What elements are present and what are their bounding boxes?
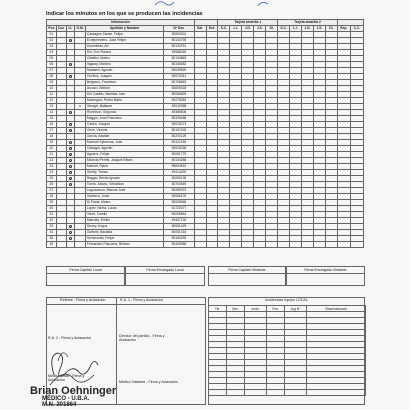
incidencias-table	[208, 305, 366, 396]
column-header: Pos	[48, 26, 55, 30]
referee-label: Referee - Firma y Aclaración	[60, 298, 106, 302]
pos-cell: 22	[47, 158, 57, 164]
incidencias-column-header: Pos.	[267, 306, 285, 312]
blank-cell	[302, 242, 314, 248]
circle-mark-icon	[69, 111, 72, 114]
circle-mark-icon	[69, 165, 72, 168]
player-name-cell: Guffanti, Bautista	[86, 230, 164, 236]
doc-cell: 50061779	[164, 152, 194, 158]
doc-cell: 50121136	[164, 140, 194, 146]
player-name-cell: Calcagni, Agustin	[86, 146, 164, 152]
doc-cell: 50134761	[164, 44, 194, 50]
pos-cell: 20	[47, 146, 57, 152]
doc-cell: 50051416	[164, 230, 194, 236]
pos-cell: 35	[47, 236, 57, 242]
player-name-cell: Yanni, Camilo	[86, 212, 164, 218]
blank-cell	[245, 390, 267, 396]
column-header: S.C.	[218, 26, 230, 32]
player-name-cell: Monforti Sybesma, Juan	[86, 140, 164, 146]
firma-capitan-visitante-label: Firma Capitán Visitante	[209, 268, 285, 274]
om-cell	[75, 242, 86, 248]
doc-cell: 50275083	[164, 98, 194, 104]
doc-cell: 51720077	[164, 206, 194, 212]
medico-visitante-label: Médico Visitante - Firma y Aclaración	[119, 380, 179, 384]
player-name-cell: Mancilla, Emilio	[86, 218, 164, 224]
firma-encargado-local-box	[125, 266, 205, 286]
incidencias-title: Incidencias equipo LOCAL	[265, 298, 308, 302]
pos-cell: 11	[47, 92, 57, 98]
incidencias-column-header: Jug N°	[285, 306, 307, 312]
column-header: J.S.	[254, 26, 266, 32]
pos-cell: 18	[47, 134, 57, 140]
pos-cell: 32	[47, 218, 57, 224]
circle-mark-icon	[69, 39, 72, 42]
doc-cell: 50805018	[164, 86, 194, 92]
pos-cell: 21	[47, 152, 57, 158]
doc-cell: 50515036	[164, 146, 194, 152]
blank-cell	[254, 242, 266, 248]
circle-mark-icon	[69, 75, 72, 78]
pos-cell: 23	[47, 164, 57, 170]
player-name-cell: Cevillos, Joaquin	[86, 74, 164, 80]
medico-local-label: Médico Local - Firma y Aclaración	[48, 374, 85, 383]
column-header: Apellido y Nombre	[86, 26, 164, 32]
player-name-cell: Montegiuz, Pedro Maria	[86, 98, 164, 104]
column-header: O.M.	[76, 26, 84, 30]
blank-cell	[209, 390, 227, 396]
column-header: Exp.	[337, 26, 350, 32]
blank-cell	[206, 242, 218, 248]
doc-cell: 50134266	[164, 158, 194, 164]
circle-mark-icon	[69, 123, 72, 126]
player-name-cell: Mariotti, Ryker	[86, 164, 164, 170]
column-header: Sal.	[194, 26, 206, 32]
pos-cell: 17	[47, 128, 57, 134]
player-name-cell: Di Paola, Mateo	[86, 200, 164, 206]
blank-cell	[230, 242, 242, 248]
player-name-cell: Saldaeni, Agustin	[86, 68, 164, 74]
blank-cell	[307, 390, 366, 396]
player-name-cell: Belgrano, Francisco	[86, 80, 164, 86]
doc-cell: 50700549	[164, 182, 194, 188]
pos-cell: 06	[47, 62, 57, 68]
pos-cell: 29	[47, 200, 57, 206]
doc-cell: 50346582	[164, 62, 194, 68]
doc-cell: 50040958	[164, 104, 194, 110]
cross-mark-icon: x	[79, 103, 82, 108]
handwritten-marks	[150, 0, 280, 8]
pos-cell: 08	[47, 74, 57, 80]
stamp-line1: MÉDICO - U.B.A.	[42, 396, 90, 402]
player-name-cell: Echepebeleru, Juan Felipe	[86, 38, 164, 44]
doc-cell: 50184292	[164, 236, 194, 242]
firma-encargado-local-label: Firma Encargado Local	[126, 268, 204, 274]
circle-mark-icon	[69, 159, 72, 162]
doc-cell: 50134863	[164, 56, 194, 62]
pos-cell: 10	[47, 86, 57, 92]
doc-cell: 50066176	[164, 194, 194, 200]
table-row	[47, 242, 364, 248]
director-label: Director del partido - Firma y Aclaración	[119, 334, 165, 343]
incidencias-row	[209, 390, 366, 396]
pos-cell: 25	[47, 176, 57, 182]
column-header: Di.	[325, 26, 337, 32]
doc-cell: 50056829	[164, 92, 194, 98]
column-header: J.G.	[242, 26, 254, 32]
circle-mark-icon	[69, 231, 72, 234]
player-name-cell: Gallesco, Justo	[86, 194, 164, 200]
players-body	[47, 32, 364, 248]
doc-cell: 50200129	[164, 134, 194, 140]
doc-cell: 49487130	[164, 218, 194, 224]
circle-mark-icon	[69, 63, 72, 66]
column-header: Nº Doc	[164, 26, 194, 32]
player-name-cell: Richelson, Segundo	[86, 110, 164, 116]
doc-cell: 50335466	[164, 116, 194, 122]
pos-cell: 28	[47, 194, 57, 200]
player-name-cell: Dommittan, Ari	[86, 44, 164, 50]
blank-cell	[267, 390, 285, 396]
player-name-cell: Lopez Varela, Lucas	[86, 206, 164, 212]
column-header: Di.	[266, 26, 278, 32]
column-header: S.C.	[278, 26, 290, 32]
signature-scribble	[44, 345, 104, 390]
blank-cell	[227, 390, 245, 396]
medico-stamp	[30, 386, 116, 408]
player-name-cell: Gnetty, Tomas	[86, 170, 164, 176]
circle-mark-icon	[69, 153, 72, 156]
firma-encargado-visitante-box	[286, 266, 365, 286]
doc-cell: 50706815	[164, 80, 194, 86]
column-header: I.L	[66, 26, 75, 32]
doc-cell: 50039520	[164, 68, 194, 74]
player-name-cell: Maggio, Juan Francisco	[86, 116, 164, 122]
pos-cell: 24	[47, 170, 57, 176]
player-name-cell: Miranda Peretti, Joaquin Eliseo	[86, 158, 164, 164]
pos-cell: 26	[47, 182, 57, 188]
pos-cell: 36	[47, 242, 57, 248]
circle-mark-icon	[69, 183, 72, 186]
blank-cell	[266, 242, 278, 248]
player-name-cell: Irigaray, Maximo	[86, 62, 164, 68]
pos-cell: 12	[47, 98, 57, 104]
column-header: Ent.	[206, 26, 218, 32]
blank-cell	[290, 242, 302, 248]
doc-cell: 49414492	[164, 170, 194, 176]
incidencias-column-header: Min.	[227, 306, 245, 312]
doc-cell: 50015073	[164, 122, 194, 128]
incidencias-column-header: Observaciones	[307, 306, 366, 312]
pos-cell: 16	[47, 122, 57, 128]
circle-mark-icon	[69, 177, 72, 180]
doc-cell: 50061429	[164, 224, 194, 230]
circle-mark-icon	[69, 147, 72, 150]
blank-cell	[56, 242, 66, 248]
blank-cell	[218, 242, 230, 248]
circle-mark-icon	[69, 171, 72, 174]
firma-encargado-visitante-label: Firma Encargado Visitante	[287, 268, 364, 274]
player-name-cell: Raggio, Benito Ignacio	[86, 176, 164, 182]
incidencias-column-header: Tie.	[209, 306, 227, 312]
pos-cell: 01	[47, 32, 57, 38]
ra2-label: R.A. 2 - Firma y Aclaración	[48, 336, 91, 340]
pos-cell: 14	[47, 110, 57, 116]
incidencias-body	[209, 306, 366, 396]
incidencias-column-header: Incid.	[245, 306, 267, 312]
tarjeta2-header: Tarjeta amarilla 2	[278, 20, 338, 26]
blank-cell	[278, 242, 290, 248]
player-name-cell: Semenzato, Felipe	[86, 236, 164, 242]
doc-cell: 50670341	[164, 74, 194, 80]
doc-cell: 50289372	[164, 188, 194, 194]
pos-cell: 27	[47, 188, 57, 194]
page-title: Indicar los minutos en los que se producen las incidencias	[46, 11, 203, 17]
player-name-cell: Orive, Vicente	[86, 128, 164, 134]
doc-cell: 50800301	[164, 32, 194, 38]
player-name-cell: Cifaldini, Mateo	[86, 56, 164, 62]
player-name-cell: Leguizamon, Marcos Jose	[86, 188, 164, 194]
player-name-cell: Aguerre, Felipe	[86, 152, 164, 158]
pos-cell: 33	[47, 224, 57, 230]
blank-cell	[350, 242, 363, 248]
column-header: L.I.	[230, 26, 242, 32]
player-name-cell: Arcucci, Beltran	[86, 86, 164, 92]
ra1-label: R.A. 1 - Firma y Aclaración	[120, 298, 163, 302]
column-header: J.S.	[313, 26, 325, 32]
tarjeta1-header: Tarjeta amarilla 1	[218, 20, 278, 26]
il-cell	[66, 242, 75, 248]
blank-cell	[325, 242, 337, 248]
doc-cell: 99604510	[164, 164, 194, 170]
blank-cell	[313, 242, 325, 248]
pos-cell: 02	[47, 38, 57, 44]
player-name-cell: Cassagne Zarate, Felipe	[86, 32, 164, 38]
pos-cell: 30	[47, 206, 57, 212]
player-name-cell: Torres Juliano, Sebastian	[86, 182, 164, 188]
circle-mark-icon	[69, 237, 72, 240]
player-name-cell: Stengel, Baltazar	[86, 104, 164, 110]
doc-cell: 50006644	[164, 212, 194, 218]
pos-cell: 34	[47, 230, 57, 236]
pos-cell: 19	[47, 140, 57, 146]
doc-cell: 50005966	[164, 200, 194, 206]
stamp-name: Brian Oehninger	[30, 385, 117, 397]
pos-cell: 03	[47, 44, 57, 50]
firma-capitan-local-label: Firma Capitán Local	[47, 268, 124, 274]
doc-cell: 50050139	[164, 176, 194, 182]
pos-cell: 15	[47, 116, 57, 122]
doc-cell: 50134759	[164, 38, 194, 44]
firma-capitan-visitante-box	[208, 266, 286, 286]
pos-cell: 07	[47, 68, 57, 74]
players-table	[46, 19, 364, 248]
column-header: C.C.	[350, 26, 363, 32]
blank-cell	[337, 242, 350, 248]
pos-cell: 31	[47, 212, 57, 218]
player-name-cell: Diri, Don Ramos	[86, 50, 164, 56]
stamp-line2: M.N. 201864	[42, 402, 77, 408]
player-name-cell: Castro, Joaquin	[86, 122, 164, 128]
doc-cell: 50157403	[164, 128, 194, 134]
circle-mark-icon	[69, 129, 72, 132]
column-header: L.I.	[290, 26, 302, 32]
column-header: J.G.	[302, 26, 314, 32]
circle-mark-icon	[69, 141, 72, 144]
pos-cell: 05	[47, 56, 57, 62]
doc-cell: 50406986	[164, 242, 194, 248]
circle-mark-icon	[69, 225, 72, 228]
doc-cell: 49386606	[164, 110, 194, 116]
pos-cell: 04	[47, 50, 57, 56]
firma-capitan-local-box	[46, 266, 125, 286]
player-name-cell: Garcia, Bastian	[86, 134, 164, 140]
blank-cell	[194, 242, 206, 248]
pos-cell: 13	[47, 104, 57, 110]
player-name-cell: Del Castillo, Bautista Jose	[86, 92, 164, 98]
player-name-cell: Fernandez Pascuma, Beltran	[86, 242, 164, 248]
player-name-cell: Storey, Angus	[86, 224, 164, 230]
informacion-header: Información	[47, 20, 195, 26]
blank-cell	[242, 242, 254, 248]
column-header: Dor	[56, 26, 66, 32]
blank-cell	[285, 390, 307, 396]
pos-cell: 09	[47, 80, 57, 86]
doc-cell: 49588445	[164, 50, 194, 56]
